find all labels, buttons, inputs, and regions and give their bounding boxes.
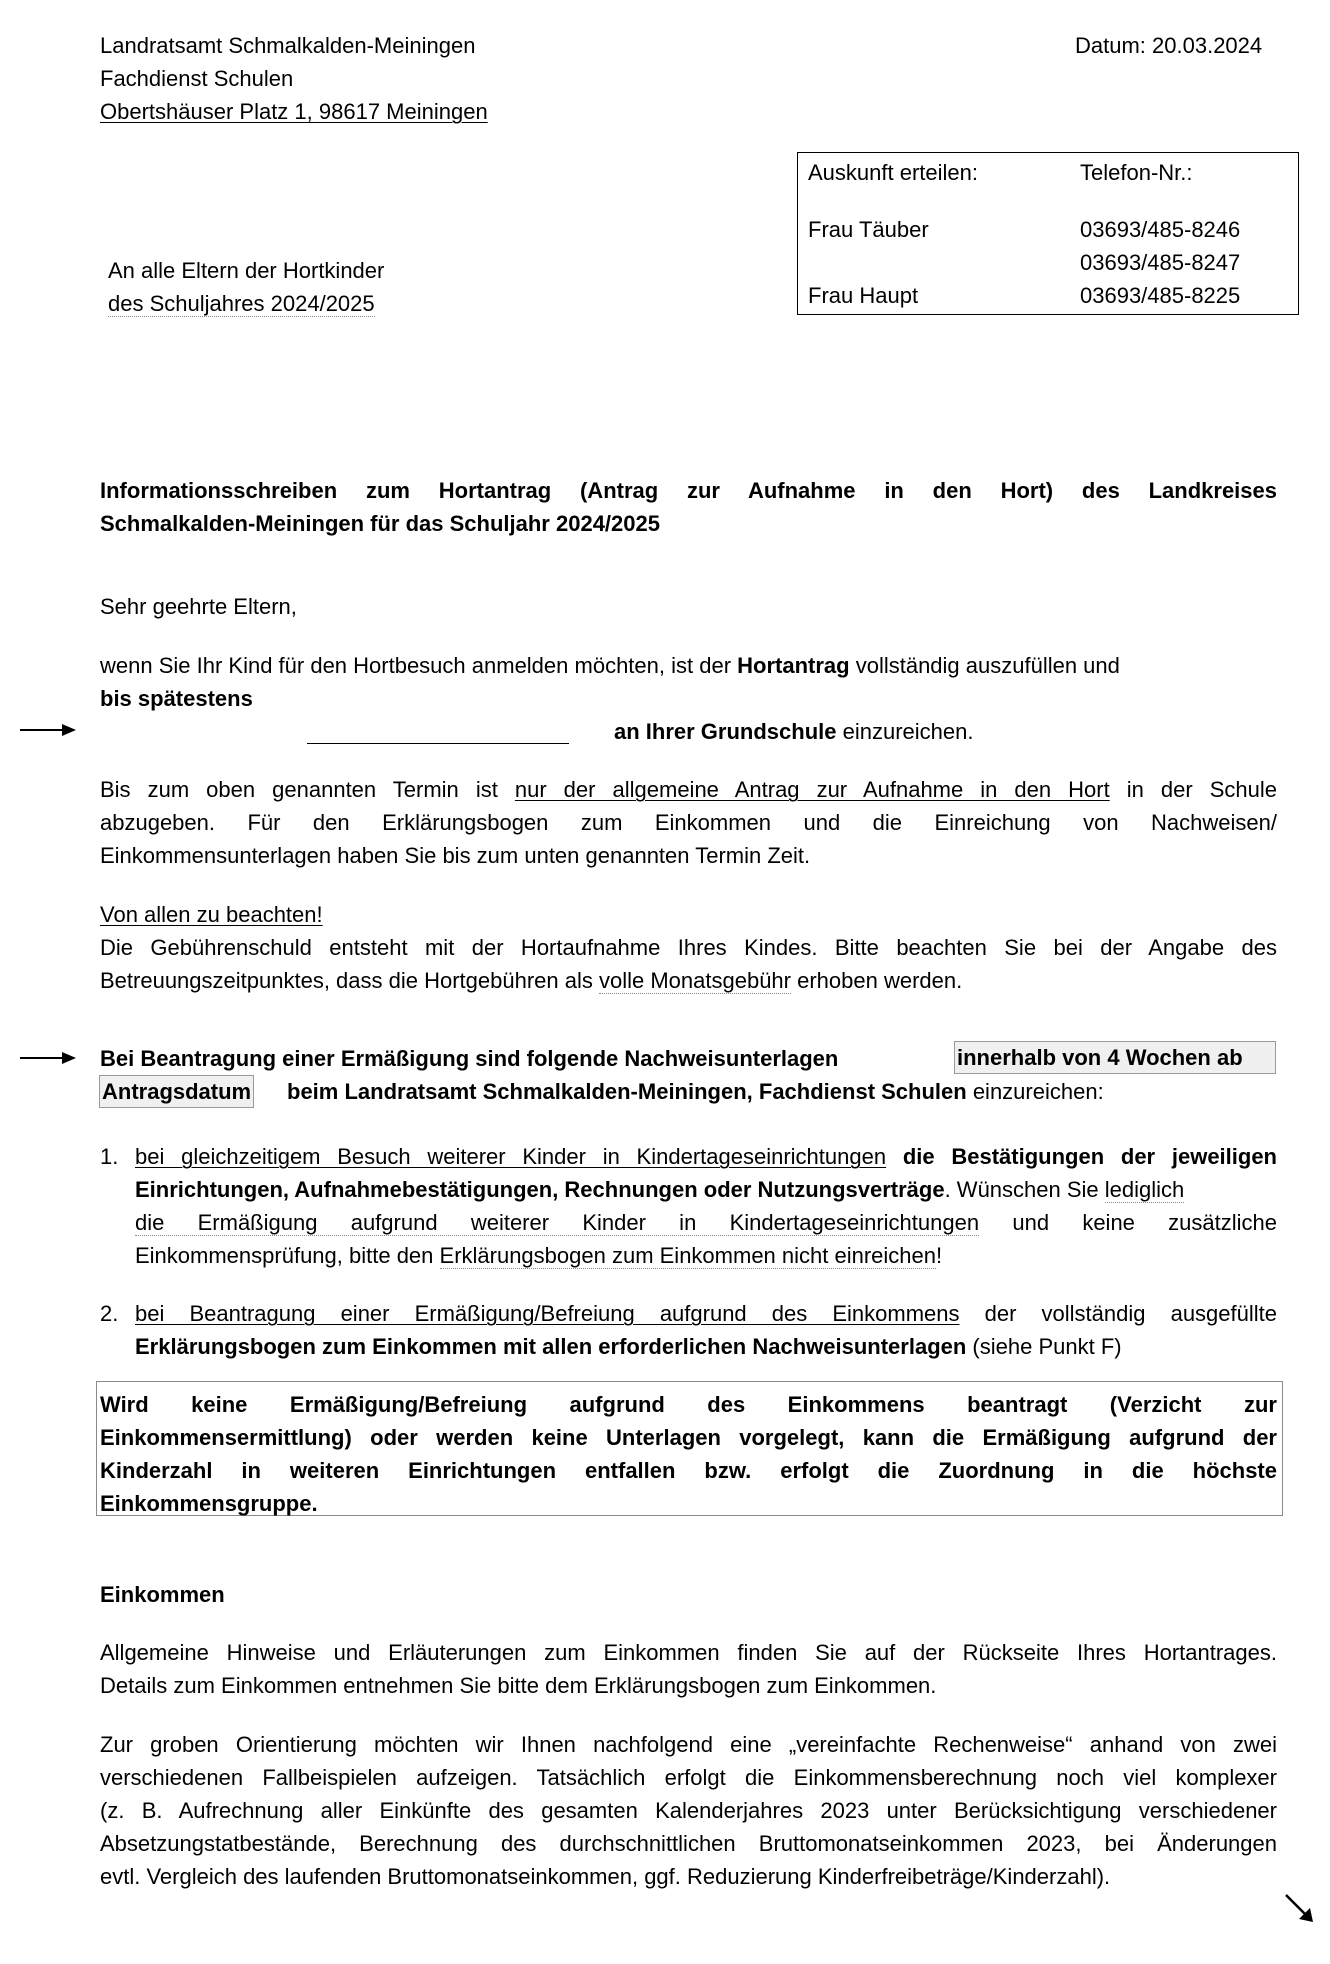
list-text: Einkommensprüfung, bitte den bbox=[135, 1243, 440, 1268]
para2-line-2: abzugeben. Für den Erklärungsbogen zum Einkommen und die Einreichung von Nachweisen/ bbox=[100, 810, 1277, 835]
contact-phone: 03693/485-8246 bbox=[1080, 217, 1241, 242]
recipient-line-1: An alle Eltern der Hortkinder bbox=[108, 258, 385, 283]
sender-line-1: Landratsamt Schmalkalden-Meiningen bbox=[100, 33, 476, 58]
para1-text: einzureichen. bbox=[836, 719, 974, 744]
list-dotted: lediglich bbox=[1104, 1177, 1185, 1202]
list-text: ! bbox=[936, 1243, 943, 1268]
para3-text: erhoben werden. bbox=[791, 968, 963, 993]
notice-line-3: Kinderzahl in weiteren Einrichtungen entfallen bzw. erfolgt die Zuordnung in die höchste bbox=[100, 1458, 1277, 1483]
list-text: . Wünschen Sie bbox=[944, 1177, 1105, 1202]
salutation: Sehr geehrte Eltern, bbox=[100, 594, 297, 619]
para3-line-1: Die Gebührenschuld entsteht mit der Hortaufnahme Ihres Kindes. Bitte beachten Sie bei der Angabe des bbox=[100, 935, 1277, 960]
arrow-down-right-icon bbox=[1283, 1892, 1315, 1924]
list-underlined: bei Beantragung einer Ermäßigung/Befreiung aufgrund des Einkommens bbox=[135, 1301, 960, 1326]
para1-bold: Hortantrag bbox=[737, 653, 850, 678]
list-item-1-number: 1. bbox=[100, 1144, 119, 1169]
list-item-1-line-4 bbox=[135, 1239, 1277, 1272]
notice-line-1: Wird keine Ermäßigung/Befreiung aufgrund des Einkommens beantragt (Verzicht zur bbox=[100, 1392, 1277, 1417]
list-dotted: Erklärungsbogen zum Einkommen nicht einreichen bbox=[439, 1243, 936, 1268]
contact-box bbox=[797, 152, 1299, 315]
para1-bold: an Ihrer Grundschule bbox=[614, 719, 837, 744]
contact-name: Frau Täuber bbox=[808, 217, 929, 242]
list-item-1-line-1 bbox=[135, 1140, 1277, 1173]
para4-bold: Bei Beantragung einer Ermäßigung sind folgende Nachweisunterlagen bbox=[100, 1046, 839, 1071]
para4-line-2 bbox=[287, 1075, 1104, 1108]
list-text: der vollständig ausgefüllte bbox=[959, 1301, 1277, 1326]
para2-line-1 bbox=[100, 773, 1277, 806]
contact-header-right: Telefon-Nr.: bbox=[1080, 160, 1193, 185]
contact-phone: 03693/485-8225 bbox=[1080, 283, 1241, 308]
para2-text: Bis zum oben genannten Termin ist bbox=[100, 777, 515, 802]
para3-line-2 bbox=[100, 964, 1277, 997]
para2-line-3: Einkommensunterlagen haben Sie bis zum unten genannten Termin Zeit. bbox=[100, 843, 811, 868]
subject-line-2: Schmalkalden-Meiningen für das Schuljahr 2024/2025 bbox=[100, 511, 660, 536]
recipient bbox=[108, 254, 384, 320]
list-bold: die Bestätigungen der jeweiligen bbox=[886, 1144, 1277, 1169]
para1-text: vollständig auszufüllen und bbox=[849, 653, 1120, 678]
income-p1-line-1: Allgemeine Hinweise und Erläuterungen zum Einkommen finden Sie auf der Rückseite Ihres Hortantrages. bbox=[100, 1640, 1277, 1665]
list-item-2-line-1 bbox=[135, 1297, 1277, 1330]
list-bold: Erklärungsbogen zum Einkommen mit allen erforderlichen Nachweisunterlagen bbox=[135, 1334, 967, 1359]
income-p2-line-4: Absetzungstatbestände, Berechnung des durchschnittlichen Bruttomonatseinkommen 2023, bei Änderungen bbox=[100, 1831, 1277, 1856]
sender-line-2: Fachdienst Schulen bbox=[100, 66, 294, 91]
subject-line-1: Informationsschreiben zum Hortantrag (Antrag zur Aufnahme in den Hort) des Landkreises bbox=[100, 478, 1277, 503]
list-item-2-number: 2. bbox=[100, 1301, 119, 1326]
para4-text: einzureichen: bbox=[966, 1079, 1104, 1104]
recipient-line-2: des Schuljahres 2024/2025 bbox=[108, 291, 375, 316]
para3-dotted: volle Monatsgebühr bbox=[598, 968, 791, 993]
para1-line-1 bbox=[100, 649, 1277, 682]
income-p2-line-2: verschiedenen Fallbeispielen aufzeigen. Tatsächlich erfolgt die Einkommensberechnung noch viel komplexer bbox=[100, 1765, 1277, 1790]
contact-phone: 03693/485-8247 bbox=[1080, 250, 1241, 275]
sender-address bbox=[100, 29, 488, 128]
notice-line-4: Einkommensgruppe. bbox=[100, 1491, 318, 1516]
para2-text: in der Schule bbox=[1109, 777, 1277, 802]
para3-heading: Von allen zu beachten! bbox=[100, 902, 323, 927]
para1-line-3 bbox=[614, 715, 973, 748]
list-item-2-line-2 bbox=[135, 1330, 1277, 1363]
income-p2-line-5: evtl. Vergleich des laufenden Bruttomonatseinkommen, ggf. Reduzierung Kinderfreibeträge/Kinderzahl). bbox=[100, 1864, 1111, 1889]
para2-underlined: nur der allgemeine Antrag zur Aufnahme in den Hort bbox=[514, 777, 1110, 802]
arrow-right-icon bbox=[20, 1050, 76, 1066]
para1-deadline-label: bis spätestens bbox=[100, 686, 253, 711]
arrow-right-icon bbox=[20, 722, 76, 738]
list-dotted: die Ermäßigung aufgrund weiterer Kinder in Kindertageseinrichtungen bbox=[135, 1210, 980, 1235]
letter-date: Datum: 20.03.2024 bbox=[1075, 33, 1263, 58]
sender-line-3: Obertshäuser Platz 1, 98617 Meiningen bbox=[100, 99, 488, 124]
list-item-1-line-2 bbox=[135, 1173, 1277, 1206]
list-text: (siehe Punkt F) bbox=[966, 1334, 1122, 1359]
notice-line-2: Einkommensermittlung) oder werden keine Unterlagen vorgelegt, kann die Ermäßigung aufgrund der bbox=[100, 1425, 1277, 1450]
highlight-deadline-2: Antragsdatum bbox=[99, 1075, 254, 1108]
income-p2-line-1: Zur groben Orientierung möchten wir Ihnen nachfolgend eine „vereinfachte Rechenweise“ anhand von zwei bbox=[100, 1732, 1277, 1757]
highlight-deadline-1: innerhalb von 4 Wochen ab bbox=[954, 1041, 1276, 1074]
list-item-1-line-3 bbox=[135, 1206, 1277, 1239]
contact-header-left: Auskunft erteilen: bbox=[808, 160, 978, 185]
income-p1-line-2: Details zum Einkommen entnehmen Sie bitte dem Erklärungsbogen zum Einkommen. bbox=[100, 1673, 937, 1698]
deadline-blank-field bbox=[307, 743, 569, 744]
list-text: und keine zusätzliche bbox=[979, 1210, 1278, 1235]
income-heading: Einkommen bbox=[100, 1582, 225, 1607]
list-underlined: bei gleichzeitigem Besuch weiterer Kinder in Kindertageseinrichtungen bbox=[135, 1144, 887, 1169]
list-bold: Einrichtungen, Aufnahmebestätigungen, Rechnungen oder Nutzungsverträge bbox=[135, 1177, 945, 1202]
income-p2-line-3: (z. B. Aufrechnung aller Einkünfte des gesamten Kalenderjahres 2023 unter Berücksichtigung verschiedener bbox=[100, 1798, 1277, 1823]
para4-line-1-text bbox=[100, 1042, 838, 1075]
para1-text: wenn Sie Ihr Kind für den Hortbesuch anmelden möchten, ist der bbox=[100, 653, 738, 678]
para3-text: Betreuungszeitpunktes, dass die Hortgebühren als bbox=[100, 968, 599, 993]
para4-bold: beim Landratsamt Schmalkalden-Meiningen, Fachdienst Schulen bbox=[287, 1079, 967, 1104]
contact-name: Frau Haupt bbox=[808, 283, 919, 308]
